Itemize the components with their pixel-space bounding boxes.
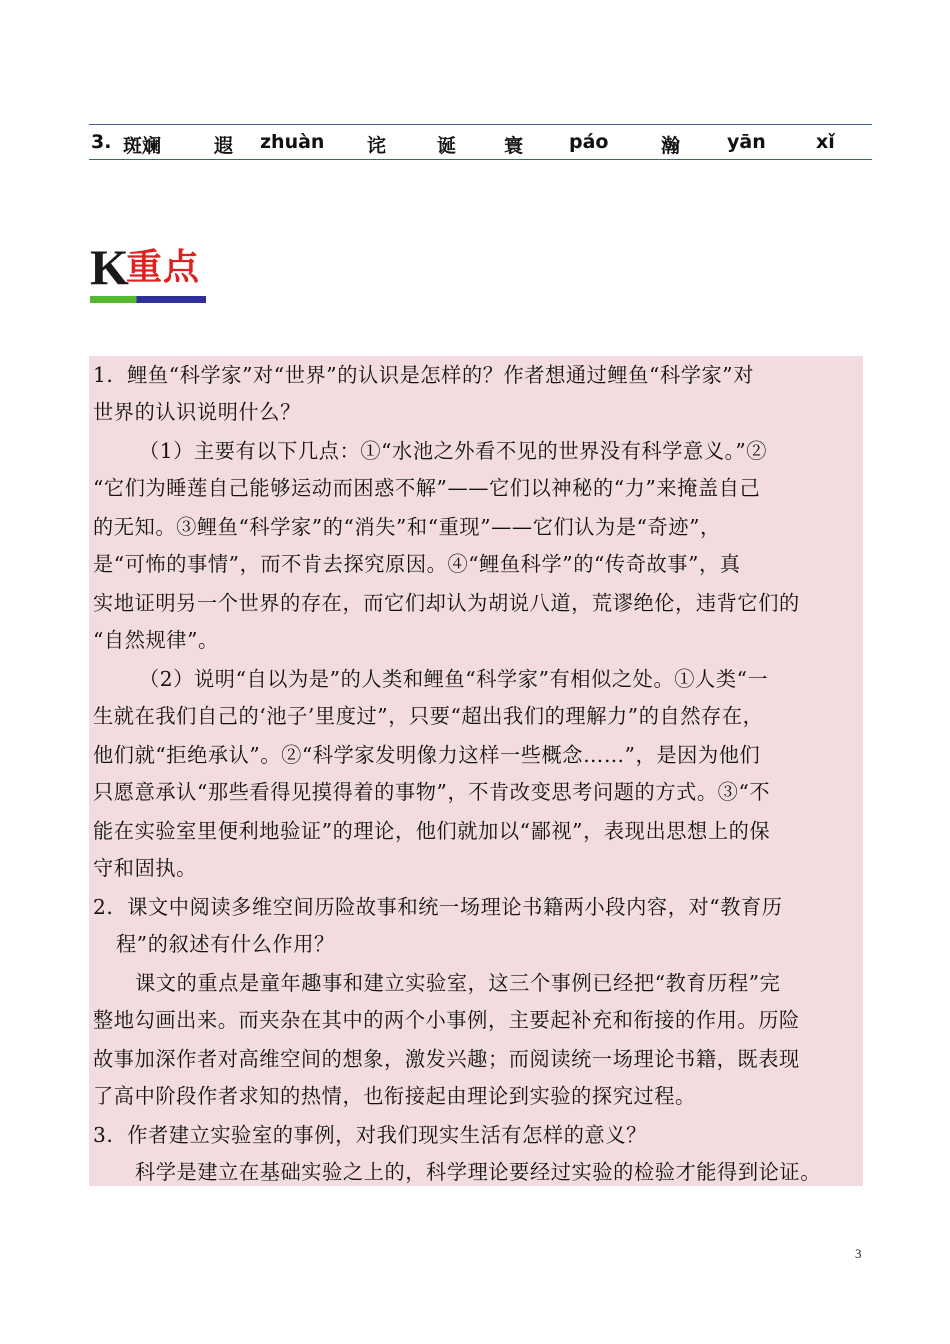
question-3: 3．作者建立实验室的事例，对我们现实生活有怎样的意义？ xyxy=(93,1123,647,1147)
answer-2: 课文的重点是童年趣事和建立实验室，这三个事例已经把“教育历程”完 xyxy=(135,971,781,995)
section-underline xyxy=(90,296,206,303)
answer-item: 寰 xyxy=(504,135,524,157)
section-logo xyxy=(90,240,208,306)
question-1: 1．鲤鱼“科学家”对“世界”的认识是怎样的？作者想通过鲤鱼“科学家”对 xyxy=(93,363,755,387)
paragraph-line: 了高中阶段作者求知的热情，也衔接起由理论到实验的探究过程。 xyxy=(93,1084,696,1108)
page-number: 3 xyxy=(855,1246,862,1261)
paragraph-line: 守和固执。 xyxy=(93,856,197,880)
answer-1-part-2: （2）说明“自以为是”的人类和鲤鱼“科学家”有相似之处。①人类“一 xyxy=(139,667,769,691)
answer-item: 瀚 xyxy=(661,135,681,157)
answer-row xyxy=(89,124,872,160)
paragraph-line: 能在实验室里便利地验证”的理论，他们就加以“鄙视”，表现出思想上的保 xyxy=(93,819,771,843)
answer-number: 3. xyxy=(91,131,112,153)
paragraph-line: 实地证明另一个世界的存在，而它们却认为胡说八道，荒谬绝伦，违背它们的 xyxy=(93,591,800,615)
question-1-cont: 世界的认识说明什么？ xyxy=(93,400,301,424)
answer-item: 诞 xyxy=(437,135,457,157)
paragraph-line: 只愿意承认“那些看得见摸得着的事物”，不肯改变思考问题的方式。③“不 xyxy=(93,780,771,804)
answer-item: zhuàn xyxy=(260,131,325,153)
paragraph-line: 是“可怖的事情”，而不肯去探究原因。④“鲤鱼科学”的“传奇故事”，真 xyxy=(93,552,741,576)
answer-item: páo xyxy=(569,131,609,153)
paragraph-line: 故事加深作者对高维空间的想象，激发兴趣；而阅读统一场理论书籍，既表现 xyxy=(93,1047,800,1071)
answer-1-part-1: （1）主要有以下几点：①“水池之外看不见的世界没有科学意义。”② xyxy=(139,439,768,463)
answer-item: yān xyxy=(727,131,766,153)
question-2: 2．课文中阅读多维空间历险故事和统一场理论书籍两小段内容，对“教育历 xyxy=(93,895,783,919)
paragraph-line: 他们就“拒绝承认”。②“科学家发明像力这样一些概念……”，是因为他们 xyxy=(93,743,761,767)
paragraph-line: “自然规律”。 xyxy=(93,628,219,652)
section-letter: K xyxy=(90,239,129,295)
question-2-cont: 程”的叙述有什么作用？ xyxy=(116,932,335,956)
answer-3: 科学是建立在基础实验之上的，科学理论要经过实验的检验才能得到论证。 xyxy=(135,1160,821,1184)
answer-item: 诧 xyxy=(367,135,387,157)
paragraph-line: 的无知。③鲤鱼“科学家”的“消失”和“重现”——它们认为是“奇迹”， xyxy=(93,515,721,539)
paragraph-line: “它们为睡莲自己能够运动而困惑不解”——它们以神秘的“力”来掩盖自己 xyxy=(93,476,761,500)
paragraph-line: 整地勾画出来。而夹杂在其中的两个小事例，主要起补充和衔接的作用。历险 xyxy=(93,1008,800,1032)
answer-item: 斑斓 xyxy=(123,135,162,157)
paragraph-line: 生就在我们自己的‘池子’里度过”，只要“超出我们的理解力”的自然存在， xyxy=(93,704,764,728)
answer-item: 遐 xyxy=(214,135,234,157)
answer-item: xǐ xyxy=(816,131,835,153)
section-title: 重点 xyxy=(126,247,201,288)
